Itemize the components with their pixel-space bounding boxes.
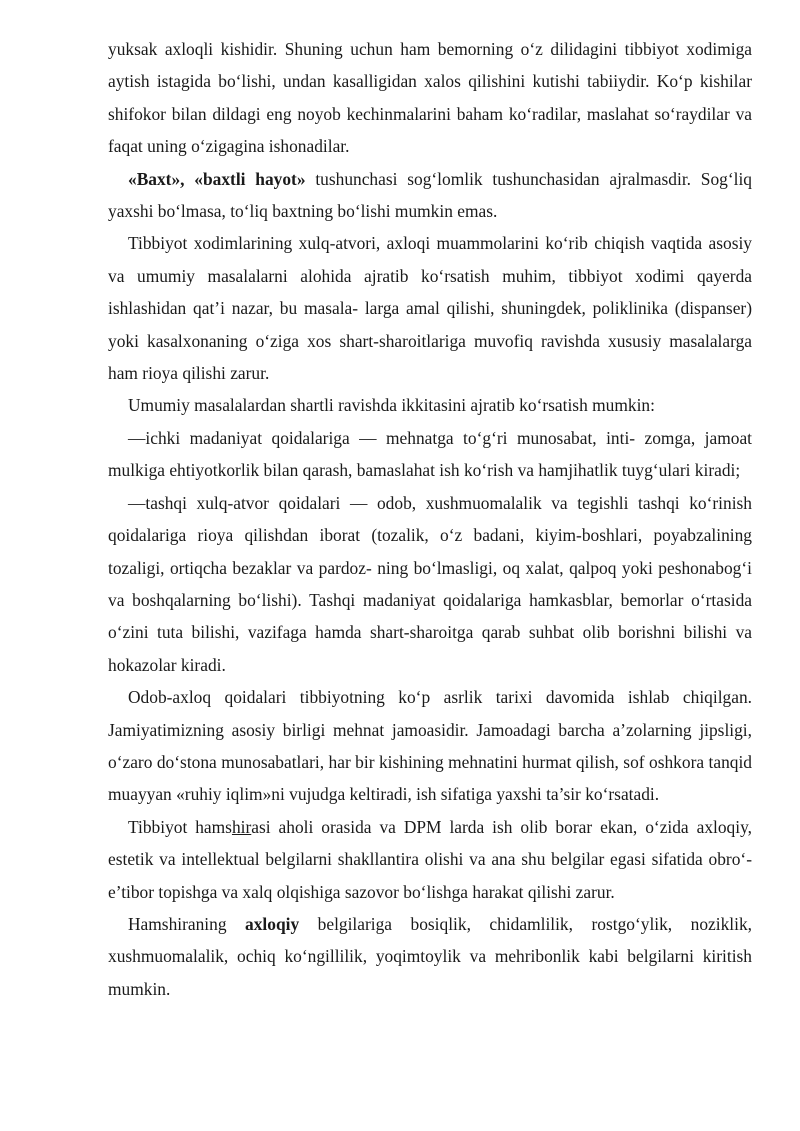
list-item-outer-conduct: —tashqi xulq-atvor qoidalari — odob, xushmuomalalik va tegishli tashqi ko‘rinish qoidalariga rioya qilishdan iborat (tozalik, o‘z badani, kiyim-boshlari, poyabzalining tozaligi, ortiqcha bezaklar va pardoz- ning bo‘lmasligi, oq xalat, qalpoq yoki peshonabog‘i va boshqalarning bo‘lishi). Tashqi madaniyat qoidalariga hamkasblar, bemorlar o‘rtasida o‘zini tuta bilishi, vazifaga hamda shart-sharoitga qarab suhbat olib borishni bilishi va hokazolar kiradi. [108,492,752,675]
paragraph-medical-staff-conduct: Tibbiyot xodimlarining xulq-atvori, axloqi muammolarini ko‘rib chiqish vaqtida asosiy va umumiy masalalarni alohida ajratib ko‘rsatish muhim, tibbiyot xodimi qayerda ishlashidan qat’i nazar, bu masala- larga amal qilishi, shuningdek, poliklinika (dispanser) yoki kasalxonaning o‘ziga xos shart-sharoitlariga muvofiq ravishda xususiy masalalarga ham rioya qilishi zarur. [108,233,752,384]
paragraph-continuation: yuksak axloqli kishidir. Shuning uchun ham bemorning o‘z dilidagini tibbiyot xodimiga aytish istagida bo‘lishi, undan kasalligidan xalos qilishini kutishi tabiiydir. Ko‘p kishilar shifokor bilan dildagi eng noyob kechinmalarini baham ko‘radilar, maslahat so‘raydilar va faqat uning o‘zigagina ishonadilar. [108,39,752,157]
paragraph-general-issues: Umumiy masalalardan shartli ravishda ikkitasini ajratib ko‘rsatish mumkin: [128,395,655,416]
nurse-duty-text-start: Tibbiyot hams [128,816,232,837]
nurse-traits-text-start: Hamshiraning [128,913,246,934]
paragraph-nurse-traits [108,908,752,1005]
paragraph-nurse-duty [108,811,752,908]
paragraph-happiness-text: tushunchasi sog‘lomlik tushunchasidan ajralmasdir. Sog‘liq yaxshi bo‘lmasa, to‘liq baxtning bo‘lishi mumkin emas. [108,168,752,222]
nurse-duty-text-end: asi aholi orasida va DPM larda ish olib borar ekan, o‘zida axloqiy, estetik va intellektual belgilarni shakllantira olishi va ana shu belgilar egasi sifatida obro‘-e’tibor topishga va xalq olqishiga sazovor bo‘lishga harakat qilishi zarur. [108,816,752,902]
paragraph-happiness [108,163,752,228]
bold-term-moral: axloqiy [245,913,300,934]
list-item-inner-culture: —ichki madaniyat qoidalariga — mehnatga to‘g‘ri munosabat, inti- zomga, jamoat mulkiga ehtiyotkorlik bilan qarash, bamaslahat ish ko‘rish va hamjihatlik tuyg‘ulari kiradi; [108,427,752,481]
underlined-fragment: hir [231,816,252,837]
bold-term-happiness: «Baxt», «baxtli hayot» [128,168,306,189]
nurse-traits-text-end: belgilariga bosiqlik, chidamlilik, rostgo‘ylik, noziklik, xushmuomalalik, ochiq ko‘ngillilik, yoqimtoylik va mehribonlik kabi belgilarni kiritish mumkin. [108,913,752,999]
paragraph-ethics-rules: Odob-axloq qoidalari tibbiyotning ko‘p asrlik tarixi davomida ishlab chiqilgan. Jamiyatimizning asosiy birligi mehnat jamoasidir. Jamoadagi barcha a’zolarning jipsligi, o‘zaro do‘stona munosabatlari, har bir kishining mehnatini hurmat qilish, sof oshkora tanqid muayyan «ruhiy iqlim»ni vujudga keltiradi, ish sifatiga yaxshi ta’sir ko‘rsatadi. [108,687,752,805]
